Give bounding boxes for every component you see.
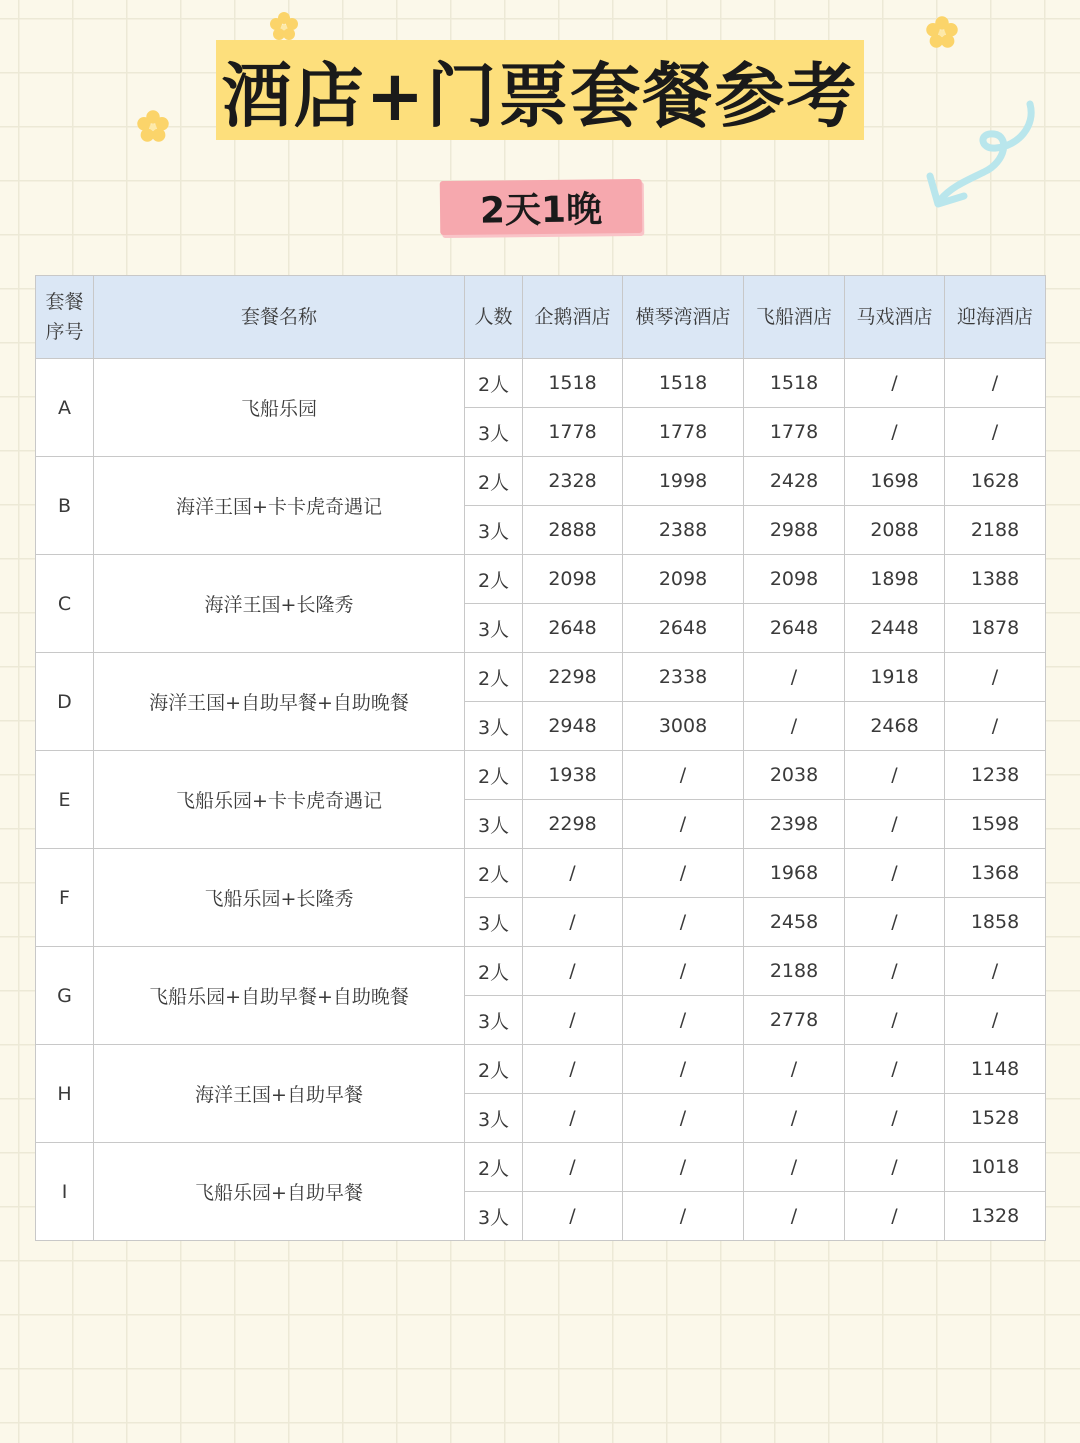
package-name-cell: 海洋王国+卡卡虎奇遇记: [94, 457, 465, 555]
price-cell: 2338: [623, 653, 744, 702]
package-name-cell: 飞船乐园+长隆秀: [94, 849, 465, 947]
price-cell: 1598: [945, 800, 1046, 849]
people-count-cell: 2人: [465, 1143, 523, 1192]
package-id-cell: C: [36, 555, 94, 653]
price-cell: /: [845, 898, 945, 947]
price-cell: 2398: [744, 800, 845, 849]
table-row: [36, 457, 1046, 506]
price-cell: /: [744, 1192, 845, 1241]
header-hotel: 迎海酒店: [945, 276, 1046, 359]
people-count-cell: 2人: [465, 1045, 523, 1094]
table-row: [36, 849, 1046, 898]
package-name-cell: 海洋王国+自助早餐: [94, 1045, 465, 1143]
price-cell: 1878: [945, 604, 1046, 653]
price-cell: /: [845, 359, 945, 408]
price-cell: 2298: [523, 653, 623, 702]
table-row: [36, 653, 1046, 702]
header-hotel: 飞船酒店: [744, 276, 845, 359]
price-cell: 2188: [744, 947, 845, 996]
price-cell: 1328: [945, 1192, 1046, 1241]
people-count-cell: 2人: [465, 359, 523, 408]
flower-icon: [924, 14, 960, 50]
price-cell: /: [845, 1094, 945, 1143]
page-subtitle: 2天1晚: [479, 188, 603, 232]
price-cell: 1858: [945, 898, 1046, 947]
table-row: [36, 1045, 1046, 1094]
price-cell: /: [845, 1045, 945, 1094]
flower-icon: [135, 108, 171, 144]
price-cell: /: [623, 849, 744, 898]
people-count-cell: 2人: [465, 947, 523, 996]
price-cell: /: [523, 1143, 623, 1192]
price-cell: 1528: [945, 1094, 1046, 1143]
table-row: [36, 555, 1046, 604]
price-cell: 2648: [523, 604, 623, 653]
price-cell: /: [523, 1094, 623, 1143]
subtitle-badge: [440, 179, 643, 235]
people-count-cell: 3人: [465, 898, 523, 947]
price-cell: 2188: [945, 506, 1046, 555]
package-id-cell: E: [36, 751, 94, 849]
price-cell: 2098: [523, 555, 623, 604]
table-row: [36, 947, 1046, 996]
price-cell: /: [623, 947, 744, 996]
package-id-cell: F: [36, 849, 94, 947]
price-cell: /: [845, 947, 945, 996]
price-cell: /: [523, 1192, 623, 1241]
price-cell: /: [744, 1045, 845, 1094]
package-name-cell: 飞船乐园+卡卡虎奇遇记: [94, 751, 465, 849]
price-cell: 2458: [744, 898, 845, 947]
people-count-cell: 2人: [465, 849, 523, 898]
people-count-cell: 2人: [465, 457, 523, 506]
page-title: 酒店+门票套餐参考: [221, 54, 859, 137]
price-cell: 1778: [744, 408, 845, 457]
price-cell: /: [744, 702, 845, 751]
price-cell: 1368: [945, 849, 1046, 898]
price-cell: /: [945, 996, 1046, 1045]
price-cell: /: [945, 702, 1046, 751]
price-cell: /: [845, 996, 945, 1045]
price-cell: 2328: [523, 457, 623, 506]
price-cell: /: [945, 653, 1046, 702]
price-cell: /: [623, 898, 744, 947]
price-cell: 2778: [744, 996, 845, 1045]
price-cell: /: [945, 359, 1046, 408]
people-count-cell: 3人: [465, 408, 523, 457]
header-hotel: 企鹅酒店: [523, 276, 623, 359]
price-cell: 2948: [523, 702, 623, 751]
price-cell: 2648: [744, 604, 845, 653]
price-cell: 1518: [623, 359, 744, 408]
price-cell: /: [623, 1143, 744, 1192]
package-id-cell: I: [36, 1143, 94, 1241]
header-package-id-line1: 套餐: [45, 291, 84, 313]
price-cell: /: [744, 1143, 845, 1192]
people-count-cell: 3人: [465, 800, 523, 849]
price-cell: 1778: [523, 408, 623, 457]
table-row: [36, 359, 1046, 408]
price-cell: 2448: [845, 604, 945, 653]
package-id-cell: D: [36, 653, 94, 751]
price-cell: /: [623, 996, 744, 1045]
price-cell: 1518: [523, 359, 623, 408]
people-count-cell: 3人: [465, 996, 523, 1045]
price-cell: 2088: [845, 506, 945, 555]
price-cell: 2988: [744, 506, 845, 555]
price-cell: 1938: [523, 751, 623, 800]
people-count-cell: 2人: [465, 555, 523, 604]
header-package-id-line2: 序号: [45, 321, 84, 343]
package-name-cell: 飞船乐园: [94, 359, 465, 457]
price-cell: /: [845, 849, 945, 898]
price-cell: 1388: [945, 555, 1046, 604]
people-count-cell: 3人: [465, 604, 523, 653]
price-cell: /: [523, 996, 623, 1045]
people-count-cell: 3人: [465, 1192, 523, 1241]
price-cell: /: [845, 1143, 945, 1192]
price-cell: /: [623, 1192, 744, 1241]
table-header-row: [36, 276, 1046, 359]
price-cell: /: [623, 751, 744, 800]
price-cell: 1778: [623, 408, 744, 457]
price-cell: 3008: [623, 702, 744, 751]
price-cell: 1918: [845, 653, 945, 702]
price-cell: /: [523, 898, 623, 947]
package-name-cell: 海洋王国+长隆秀: [94, 555, 465, 653]
price-cell: 2098: [623, 555, 744, 604]
price-cell: /: [945, 408, 1046, 457]
price-cell: /: [845, 408, 945, 457]
price-cell: 1628: [945, 457, 1046, 506]
price-cell: /: [523, 849, 623, 898]
price-cell: /: [845, 800, 945, 849]
package-name-cell: 海洋王国+自助早餐+自助晚餐: [94, 653, 465, 751]
price-cell: 1148: [945, 1045, 1046, 1094]
people-count-cell: 2人: [465, 751, 523, 800]
header-hotel: 马戏酒店: [845, 276, 945, 359]
package-id-cell: A: [36, 359, 94, 457]
header-people: 人数: [465, 276, 523, 359]
table-row: [36, 751, 1046, 800]
people-count-cell: 3人: [465, 702, 523, 751]
price-cell: 2468: [845, 702, 945, 751]
price-cell: 1998: [623, 457, 744, 506]
price-cell: /: [623, 1045, 744, 1094]
price-cell: 1518: [744, 359, 845, 408]
price-cell: /: [523, 947, 623, 996]
price-cell: 2648: [623, 604, 744, 653]
swirl-arrow-icon: [918, 96, 1048, 220]
package-id-cell: H: [36, 1045, 94, 1143]
price-cell: 1238: [945, 751, 1046, 800]
package-price-table: [35, 275, 1046, 1241]
people-count-cell: 2人: [465, 653, 523, 702]
price-cell: 2098: [744, 555, 845, 604]
price-cell: /: [744, 653, 845, 702]
price-cell: /: [523, 1045, 623, 1094]
table-row: [36, 1143, 1046, 1192]
header-hotel: 横琴湾酒店: [623, 276, 744, 359]
price-cell: /: [623, 800, 744, 849]
package-name-cell: 飞船乐园+自助早餐+自助晚餐: [94, 947, 465, 1045]
title-banner: [216, 40, 864, 140]
price-cell: /: [623, 1094, 744, 1143]
price-cell: 1018: [945, 1143, 1046, 1192]
price-cell: 2038: [744, 751, 845, 800]
price-cell: 2428: [744, 457, 845, 506]
price-cell: 1968: [744, 849, 845, 898]
price-cell: /: [845, 751, 945, 800]
header-package-name: 套餐名称: [94, 276, 465, 359]
package-name-cell: 飞船乐园+自助早餐: [94, 1143, 465, 1241]
price-cell: 2388: [623, 506, 744, 555]
price-cell: 2298: [523, 800, 623, 849]
price-cell: /: [945, 947, 1046, 996]
price-cell: 2888: [523, 506, 623, 555]
price-cell: 1698: [845, 457, 945, 506]
price-cell: /: [744, 1094, 845, 1143]
price-cell: /: [845, 1192, 945, 1241]
people-count-cell: 3人: [465, 1094, 523, 1143]
people-count-cell: 3人: [465, 506, 523, 555]
flower-icon: [268, 10, 300, 42]
price-cell: 1898: [845, 555, 945, 604]
header-package-id: [36, 276, 94, 359]
package-id-cell: B: [36, 457, 94, 555]
package-id-cell: G: [36, 947, 94, 1045]
